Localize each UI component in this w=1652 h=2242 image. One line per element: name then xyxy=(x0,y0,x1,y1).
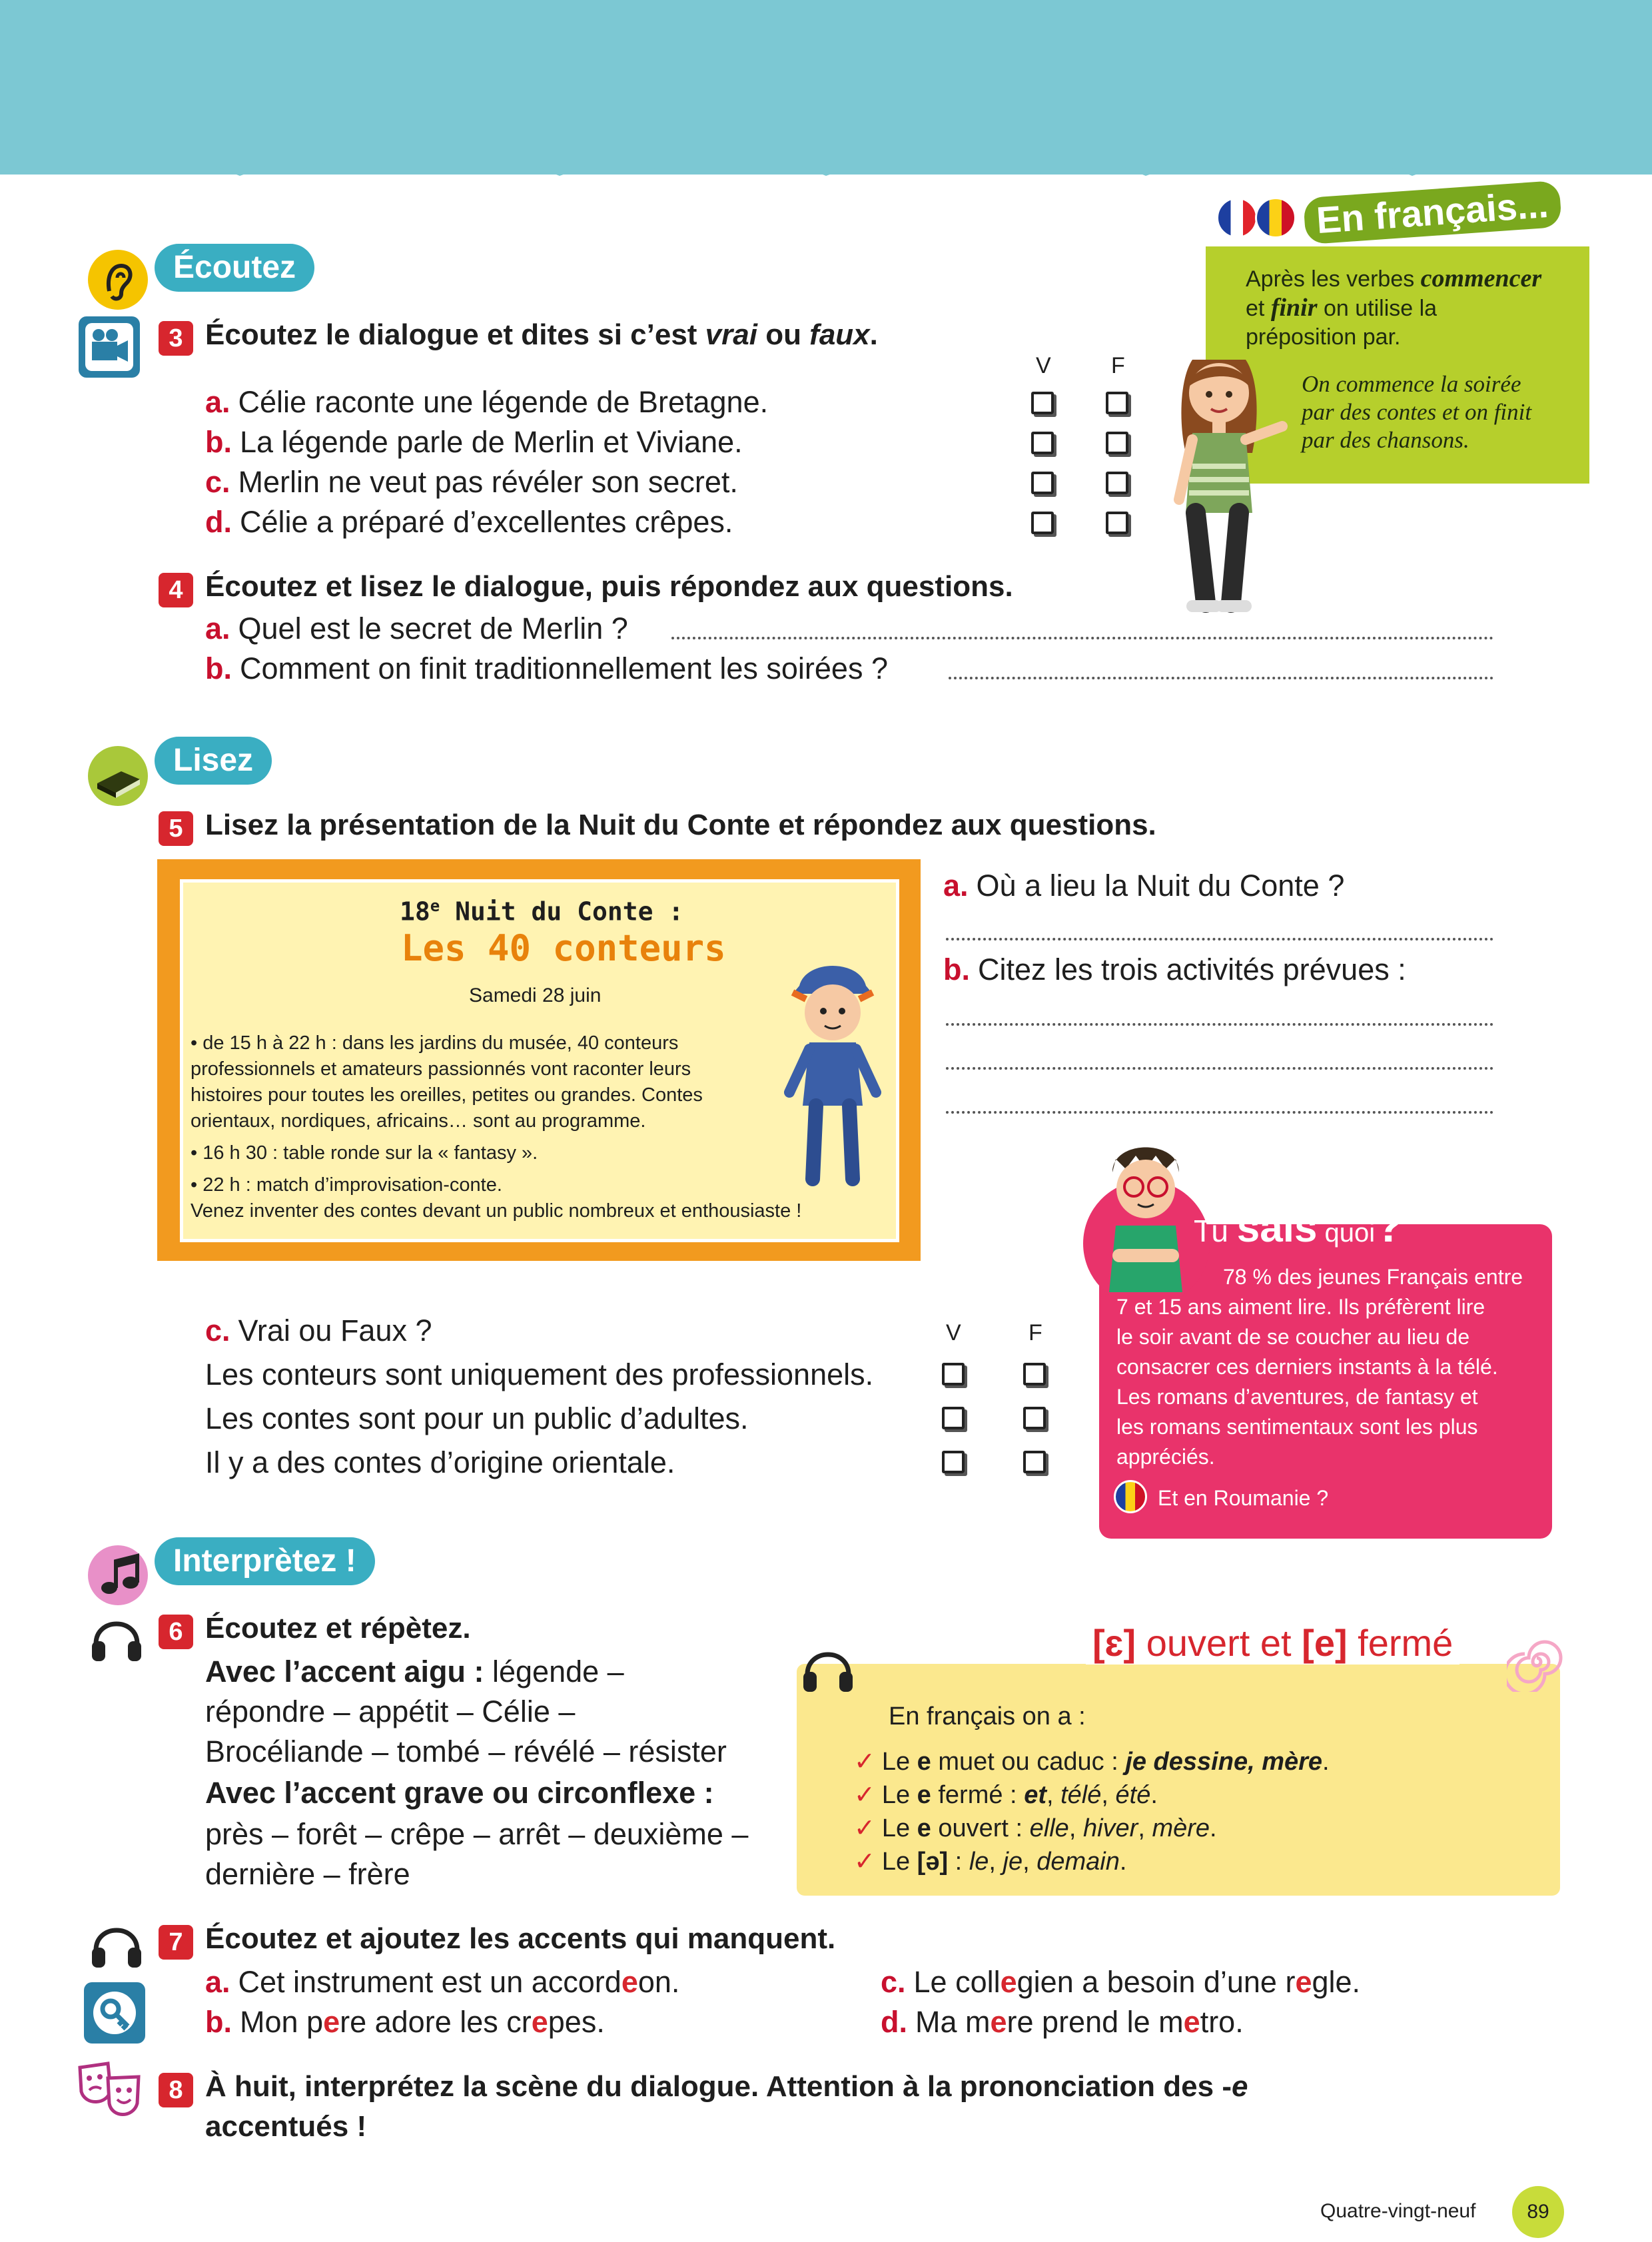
ex5-vf-item-3: Il y a des contes d’origine orientale. xyxy=(205,1445,675,1479)
phon-text: Le xyxy=(881,1814,917,1842)
ex3-d-v-checkbox[interactable] xyxy=(1031,512,1054,534)
page-number: 89 xyxy=(1512,2186,1564,2238)
ex5-b-answer-line-2[interactable] xyxy=(946,1067,1493,1070)
section-title-interpretez: Interprètez ! xyxy=(155,1537,375,1585)
exercise-number-8: 8 xyxy=(159,2073,193,2107)
item-letter: b. xyxy=(205,2005,232,2039)
flag-romania-small-icon xyxy=(1114,1480,1147,1513)
item-text: gle. xyxy=(1312,1965,1361,1999)
poster-line-4: orientaux, nordiques, africains… sont au programme. xyxy=(191,1110,646,1132)
en-francais-example-3: par des chansons. xyxy=(1302,427,1469,453)
ex6-grave-line-2: dernière – frère xyxy=(205,1857,410,1891)
ex5-b-answer-line-1[interactable] xyxy=(946,1023,1493,1026)
phon-e: e xyxy=(917,1781,931,1809)
ex6-aigu-line-3: Brocéliande – tombé – révélé – résister xyxy=(205,1734,727,1768)
poster-line-7: Venez inventer des contes devant un public nombreux et enthousiaste ! xyxy=(191,1200,802,1222)
instr-vrai: vrai xyxy=(705,318,757,351)
phonetics-line-ouvert xyxy=(854,1813,1217,1843)
exercise-number-7: 7 xyxy=(159,1925,193,1960)
ex5-2-v-checkbox[interactable] xyxy=(942,1407,965,1429)
item-letter: c. xyxy=(881,1965,906,1999)
check-icon: ✓ xyxy=(854,1814,875,1842)
ex5-a-answer-line[interactable] xyxy=(946,938,1493,940)
phon-example: elle xyxy=(1029,1814,1069,1842)
item-letter: d. xyxy=(205,505,232,539)
headphones-icon xyxy=(88,1609,145,1667)
ex5-question-a xyxy=(943,869,1344,903)
ex3-c-f-checkbox[interactable] xyxy=(1106,472,1128,494)
phon-e: e xyxy=(917,1748,931,1776)
item-letter: a. xyxy=(205,1965,230,1999)
missing-accent-e[interactable]: e xyxy=(621,1965,638,1999)
phon-example: télé xyxy=(1060,1781,1102,1809)
check-icon: ✓ xyxy=(854,1748,875,1776)
ex5-2-f-checkbox[interactable] xyxy=(1023,1407,1046,1429)
ex3-d-f-checkbox[interactable] xyxy=(1106,512,1128,534)
key-icon xyxy=(84,1982,145,2044)
item-text: re adore les cr xyxy=(340,2005,532,2039)
missing-accent-e[interactable]: e xyxy=(990,2005,1007,2039)
poster-subtitle: Les 40 conteurs xyxy=(401,927,726,969)
ex3-c-v-checkbox[interactable] xyxy=(1031,472,1054,494)
tsq-line-2: 7 et 15 ans aiment lire. Ils préfèrent lire xyxy=(1116,1295,1485,1319)
ex7-item-d xyxy=(881,2005,1244,2040)
phon-text: . xyxy=(1119,1848,1127,1876)
ex5-3-f-checkbox[interactable] xyxy=(1023,1451,1046,1473)
missing-accent-e[interactable]: e xyxy=(1295,1965,1312,1999)
phon-text: muet ou caduc : xyxy=(931,1748,1126,1776)
tsq-line-1: 78 % des jeunes Français entre xyxy=(1223,1265,1523,1289)
poster-line-3: histoires pour toutes les oreilles, petites ou grandes. Contes xyxy=(191,1084,703,1106)
ex3-item-c xyxy=(205,465,738,500)
missing-accent-e[interactable]: e xyxy=(531,2005,548,2039)
section-title-lisez: Lisez xyxy=(155,737,272,785)
tsq-quoi: quoi xyxy=(1317,1218,1376,1248)
item-text: Le coll xyxy=(913,1965,1001,1999)
poster-line-6: • 22 h : match d’improvisation-conte. xyxy=(191,1174,502,1196)
phon-text: fermé : xyxy=(931,1781,1025,1809)
en-francais-example-2: par des contes et on finit xyxy=(1302,399,1532,425)
phon-example: hiver xyxy=(1082,1814,1138,1842)
top-banner xyxy=(0,0,1652,175)
ex6-aigu-label: Avec l’accent aigu : xyxy=(205,1655,484,1688)
ex6-grave-label xyxy=(205,1776,714,1810)
headphones-icon xyxy=(799,1640,857,1697)
flag-romania-icon xyxy=(1255,197,1296,238)
boy-glasses-illustration xyxy=(1092,1132,1199,1299)
phon-text: : xyxy=(948,1848,969,1876)
headphones-icon xyxy=(88,1916,145,1973)
phon-text: Le xyxy=(881,1848,917,1876)
item-text: Vrai ou Faux ? xyxy=(238,1313,432,1347)
phon-example: demain xyxy=(1036,1848,1120,1876)
check-icon: ✓ xyxy=(854,1781,875,1809)
phon-text: , xyxy=(1046,1781,1061,1809)
ex5-vf-item-2: Les contes sont pour un public d’adultes. xyxy=(205,1401,749,1435)
instr-end: . xyxy=(869,318,878,351)
item-text: La légende parle de Merlin et Viviane. xyxy=(240,425,743,459)
ex4-a-answer-line[interactable] xyxy=(671,637,1493,639)
banner-rough-edge xyxy=(0,152,1652,179)
poster-date: Samedi 28 juin xyxy=(469,984,602,1006)
ex6-grave-line-1: près – forêt – crêpe – arrêt – deuxième – xyxy=(205,1817,749,1851)
ex4-item-b xyxy=(205,651,888,686)
poster-title-text: Nuit du Conte : xyxy=(440,897,684,927)
exercise-number-6: 6 xyxy=(159,1615,193,1649)
missing-accent-e[interactable]: e xyxy=(323,2005,340,2039)
ex6-aigu-line-1 xyxy=(205,1655,624,1689)
phon-example: je dessine, mère xyxy=(1125,1748,1323,1776)
tsq-tu: Tu xyxy=(1194,1214,1237,1248)
instr-ou: ou xyxy=(757,318,810,351)
ex5-3-v-checkbox[interactable] xyxy=(942,1451,965,1473)
ex3-a-v-checkbox[interactable] xyxy=(1031,392,1054,414)
ex5-question-c xyxy=(205,1313,432,1348)
ex6-aigu-words: légende – xyxy=(484,1655,624,1688)
ex3-item-b xyxy=(205,425,743,460)
tu-sais-quoi-title xyxy=(1194,1199,1404,1252)
phon-example: je xyxy=(1003,1848,1023,1876)
item-text: tro. xyxy=(1200,2005,1244,2039)
missing-accent-e[interactable]: e xyxy=(1183,2005,1200,2039)
phon-example: le xyxy=(969,1848,989,1876)
item-text: Ma m xyxy=(915,2005,991,2039)
tsq-line-7: appréciés. xyxy=(1116,1445,1215,1469)
phon-example: mère xyxy=(1152,1814,1210,1842)
ef-verb-finir: finir xyxy=(1270,294,1318,322)
section-title-ecoutez: Écoutez xyxy=(155,244,314,292)
ear-icon xyxy=(88,250,148,310)
phon-text: , xyxy=(989,1848,1003,1876)
ex7-item-b xyxy=(205,2005,605,2040)
item-text: Comment on finit traditionnellement les soirées ? xyxy=(240,651,888,685)
ef-text: on utilise la xyxy=(1317,296,1438,321)
music-note-icon xyxy=(88,1545,148,1605)
poster-line-1: • de 15 h à 22 h : dans les jardins du musée, 40 conteurs xyxy=(191,1032,679,1054)
item-text: Célie raconte une légende de Bretagne. xyxy=(238,385,769,419)
ex6-grave-label-text: Avec l’accent grave ou circonflexe : xyxy=(205,1776,714,1810)
poster-line-2: professionnels et amateurs passionnés vont raconter leurs xyxy=(191,1058,691,1080)
item-letter: c. xyxy=(205,465,230,499)
phon-text: , xyxy=(1138,1814,1152,1842)
tsq-line-6: les romans sentimentaux sont les plus xyxy=(1116,1415,1478,1439)
ex3-b-v-checkbox[interactable] xyxy=(1031,432,1054,454)
item-text: Quel est le secret de Merlin ? xyxy=(238,611,628,645)
girl-illustration xyxy=(1152,340,1299,619)
en-francais-title: En français... xyxy=(1303,181,1562,245)
ex5-question-b xyxy=(943,952,1406,987)
ex4-item-a xyxy=(205,611,628,646)
phon-e: e xyxy=(917,1814,931,1842)
ex5-v-header: V xyxy=(946,1320,961,1345)
tsq-sais: sais xyxy=(1236,1205,1318,1251)
exercise-4-instruction: Écoutez et lisez le dialogue, puis répondez aux questions. xyxy=(205,570,1013,603)
phon-text: , xyxy=(1101,1781,1116,1809)
phon-text: . xyxy=(1150,1781,1158,1809)
exercise-number-4: 4 xyxy=(159,573,193,607)
phonetics-title xyxy=(1086,1621,1459,1665)
item-letter: d. xyxy=(881,2005,907,2039)
phonetics-line-ferme xyxy=(854,1780,1158,1810)
ex7-item-a xyxy=(205,1965,679,2000)
item-letter: b. xyxy=(205,425,232,459)
phon-example: et xyxy=(1024,1781,1046,1809)
missing-accent-e[interactable]: e xyxy=(1000,1965,1017,1999)
phonetics-intro: En français on a : xyxy=(889,1702,1086,1730)
exercise-5-instruction: Lisez la présentation de la Nuit du Conte et répondez aux questions. xyxy=(205,809,1156,841)
phon-title-text: fermé xyxy=(1347,1622,1453,1664)
phon-text: . xyxy=(1210,1814,1217,1842)
item-letter: b. xyxy=(943,952,970,986)
ex3-a-f-checkbox[interactable] xyxy=(1106,392,1128,414)
video-icon xyxy=(79,316,140,378)
phonetics-line-muet xyxy=(854,1746,1330,1776)
poster-title-num: 18 xyxy=(400,897,430,927)
en-francais-example-1: On commence la soirée xyxy=(1302,371,1521,397)
ex5-f-header: F xyxy=(1029,1320,1042,1345)
exercise-8-instruction-line-2: accentués ! xyxy=(205,2110,367,2143)
exercise-3-instruction xyxy=(205,318,878,352)
theatre-masks-icon xyxy=(75,2058,145,2122)
ef-text: Après les verbes xyxy=(1246,266,1421,292)
tsq-line-5: Les romans d’aventures, de fantasy et xyxy=(1116,1385,1478,1409)
tsq-line-4: consacrer ces derniers instants à la télé. xyxy=(1116,1355,1498,1379)
tsq-line-3: le soir avant de se coucher au lieu de xyxy=(1116,1325,1470,1349)
exercise-8-instruction-line-1 xyxy=(205,2070,1248,2103)
en-francais-line2 xyxy=(1246,293,1437,323)
item-text: Merlin ne veut pas révéler son secret. xyxy=(238,465,738,499)
tsq-question-mark: ? xyxy=(1375,1200,1404,1252)
ex8-text: À huit, interprétez la scène du dialogue. Attention à la prononciation des - xyxy=(205,2070,1232,2103)
en-francais-line3: préposition par. xyxy=(1246,324,1401,350)
ex3-item-d xyxy=(205,505,733,540)
exercise-number-3: 3 xyxy=(159,321,193,356)
item-letter: a. xyxy=(943,869,969,903)
ex3-f-header: F xyxy=(1111,353,1125,378)
tsq-romania-question: Et en Roumanie ? xyxy=(1158,1486,1329,1510)
item-text: re prend le m xyxy=(1007,2005,1184,2039)
phon-schwa: [ə] xyxy=(917,1848,949,1876)
item-text: pes. xyxy=(548,2005,605,2039)
item-text: Célie a préparé d’excellentes crêpes. xyxy=(240,505,733,539)
en-francais-line1 xyxy=(1246,264,1541,294)
exercise-number-5: 5 xyxy=(159,811,193,846)
poster-line-5: • 16 h 30 : table ronde sur la « fantasy ». xyxy=(191,1142,538,1164)
storyteller-boy-illustration xyxy=(773,959,893,1192)
item-text: Où a lieu la Nuit du Conte ? xyxy=(976,869,1345,903)
ex8-e: e xyxy=(1231,2070,1248,2103)
exercise-6-instruction: Écoutez et répètez. xyxy=(205,1612,471,1645)
item-text: Mon p xyxy=(240,2005,324,2039)
ef-text: et xyxy=(1246,296,1271,321)
item-letter: a. xyxy=(205,611,230,645)
ex4-b-answer-line[interactable] xyxy=(949,677,1493,679)
item-text: Citez les trois activités prévues : xyxy=(978,952,1406,986)
instr-text: Écoutez le dialogue et dites si c’est xyxy=(205,318,705,351)
phon-text: ouvert : xyxy=(931,1814,1030,1842)
poster-title-sup: e xyxy=(430,897,440,915)
ex5-1-v-checkbox[interactable] xyxy=(942,1363,965,1385)
ex5-1-f-checkbox[interactable] xyxy=(1023,1363,1046,1385)
instr-faux: faux xyxy=(809,318,870,351)
flag-france-icon xyxy=(1216,197,1258,238)
ex6-aigu-line-2: répondre – appétit – Célie – xyxy=(205,1694,576,1728)
phonetics-line-schwa xyxy=(854,1846,1126,1876)
phon-title-text: ouvert et xyxy=(1136,1622,1302,1664)
exercise-7-instruction: Écoutez et ajoutez les accents qui manquent. xyxy=(205,1922,836,1955)
phon-text: Le xyxy=(881,1748,917,1776)
item-letter: a. xyxy=(205,385,230,419)
phon-text: , xyxy=(1068,1814,1083,1842)
book-icon xyxy=(88,746,148,806)
phon-symbol-closed: [e] xyxy=(1302,1622,1348,1664)
phon-text: Le xyxy=(881,1781,917,1809)
item-letter: c. xyxy=(205,1313,230,1347)
ex5-vf-item-1: Les conteurs sont uniquement des professionnels. xyxy=(205,1357,874,1391)
item-text: Cet instrument est un accord xyxy=(238,1965,621,1999)
phon-text: . xyxy=(1322,1748,1330,1776)
ef-verb-commencer: commencer xyxy=(1420,264,1542,292)
item-text: on. xyxy=(637,1965,680,1999)
check-icon: ✓ xyxy=(854,1848,875,1876)
ex7-item-c xyxy=(881,1965,1360,2000)
ex3-v-header: V xyxy=(1036,353,1051,378)
poster-title xyxy=(400,897,683,927)
ex5-b-answer-line-3[interactable] xyxy=(946,1111,1493,1114)
footer-page-words: Quatre-vingt-neuf xyxy=(1320,2200,1476,2222)
phon-example: été xyxy=(1115,1781,1151,1809)
ex3-item-a xyxy=(205,385,768,420)
ex3-b-f-checkbox[interactable] xyxy=(1106,432,1128,454)
phon-symbol-open: [ɛ] xyxy=(1092,1622,1136,1664)
phon-text: , xyxy=(1023,1848,1037,1876)
item-text: gien a besoin d’une r xyxy=(1017,1965,1296,1999)
item-letter: b. xyxy=(205,651,232,685)
spiral-icon xyxy=(1507,1632,1567,1692)
